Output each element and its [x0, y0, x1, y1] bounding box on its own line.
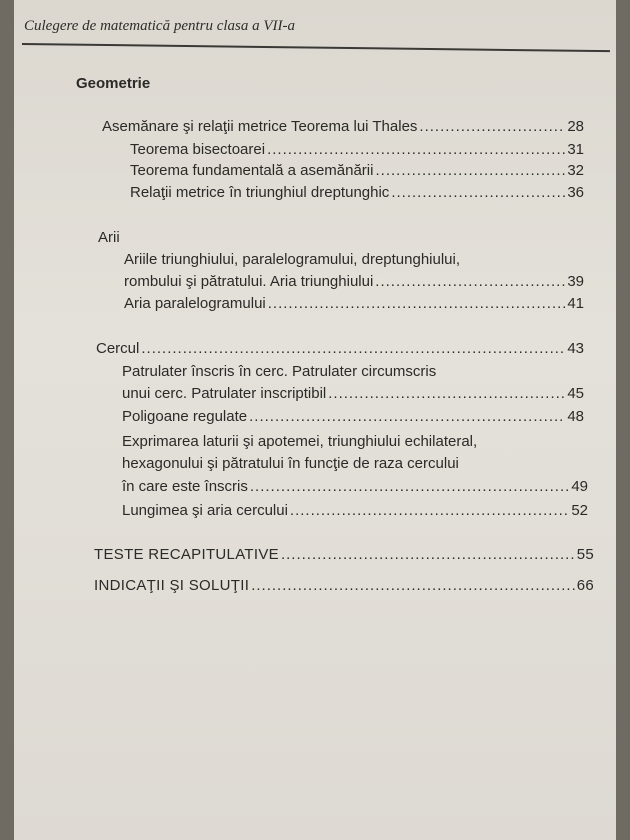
leader-dots	[250, 478, 569, 495]
toc-page-number: 28	[567, 118, 584, 135]
toc-entry-label: Lungimea şi aria cercului	[122, 502, 288, 519]
toc-page-number: 48	[567, 408, 584, 425]
toc-entry-label: Cercul	[96, 340, 140, 357]
toc-entry-label: Aria paralelogramului	[124, 295, 266, 312]
leader-dots	[281, 546, 575, 563]
leader-dots	[290, 502, 569, 519]
leader-dots	[267, 141, 565, 158]
toc-page-number: 31	[567, 141, 584, 158]
toc-page-number: 41	[567, 295, 584, 312]
toc-entry-ariile[interactable]	[124, 273, 584, 290]
toc-page-number: 39	[567, 273, 584, 290]
toc-entry-patrulater-line1: Patrulater înscris în cerc. Patrulater circumscris	[122, 363, 437, 380]
toc-page-number: 45	[567, 385, 584, 402]
toc-entry-label: Teorema fundamentală a asemănării	[130, 162, 374, 179]
toc-entry-label: unui cerc. Patrulater inscriptibil	[122, 385, 327, 402]
toc-page-number: 49	[571, 478, 588, 495]
toc-entry-label: rombului şi pătratului. Aria triunghiului	[124, 273, 374, 290]
leader-dots	[251, 577, 575, 594]
toc-entry-exprimarea[interactable]	[122, 478, 588, 495]
leader-dots	[391, 184, 565, 201]
section-title: Geometrie	[76, 75, 151, 92]
toc-entry-bisectoarei[interactable]	[130, 141, 584, 158]
toc-entry-exprimarea-line1: Exprimarea laturii şi apotemei, triunghiului echilateral,	[122, 433, 478, 450]
toc-entry-patrulater[interactable]	[122, 385, 584, 402]
toc-page-number: 55	[576, 546, 594, 563]
leader-dots	[249, 408, 565, 425]
toc-page-number: 32	[567, 162, 584, 179]
toc-page-number: 36	[567, 184, 584, 201]
toc-entry-label: TESTE RECAPITULATIVE	[94, 546, 279, 563]
toc-entry-ariile-line1: Ariile triunghiului, paralelogramului, dreptunghiului,	[124, 251, 461, 268]
toc-entry-lungimea[interactable]	[122, 502, 588, 519]
toc-entry-label: Asemănare şi relaţii metrice Teorema lui Thales	[102, 118, 418, 135]
toc-entry-label: Relaţii metrice în triunghiul dreptunghic	[130, 184, 390, 201]
leader-dots	[141, 340, 565, 357]
toc-page-number: 52	[571, 502, 588, 519]
leader-dots	[375, 273, 565, 290]
document-page	[14, 0, 616, 840]
toc-entry-label: Poligoane regulate	[122, 408, 248, 425]
toc-entry-relatii[interactable]	[130, 184, 584, 201]
toc-entry-label: Teorema bisectoarei	[130, 141, 266, 158]
toc-group-arii: Arii	[98, 229, 120, 246]
header-rule	[22, 43, 610, 52]
toc-page-number: 43	[567, 340, 584, 357]
toc-entry-cercul[interactable]	[96, 340, 584, 357]
toc-entry-label: în care este înscris	[122, 478, 248, 495]
leader-dots	[419, 118, 565, 135]
toc-entry-label: INDICAŢII ŞI SOLUŢII	[94, 577, 250, 594]
toc-entry-exprimarea-line2: hexagonului şi pătratului în funcţie de raza cercului	[122, 455, 459, 472]
toc-entry-paralelogram[interactable]	[124, 295, 584, 312]
leader-dots	[328, 385, 565, 402]
toc-entry-teste[interactable]	[94, 546, 594, 563]
toc-page-number: 66	[576, 577, 594, 594]
toc-entry-asemanare[interactable]	[102, 118, 584, 135]
leader-dots	[268, 295, 566, 312]
toc-entry-poligoane[interactable]	[122, 408, 584, 425]
toc-entry-indicatii[interactable]	[94, 577, 594, 594]
running-header: Culegere de matematică pentru clasa a VII-a	[24, 18, 296, 34]
leader-dots	[375, 162, 565, 179]
toc-entry-fundamentala[interactable]	[130, 162, 584, 179]
